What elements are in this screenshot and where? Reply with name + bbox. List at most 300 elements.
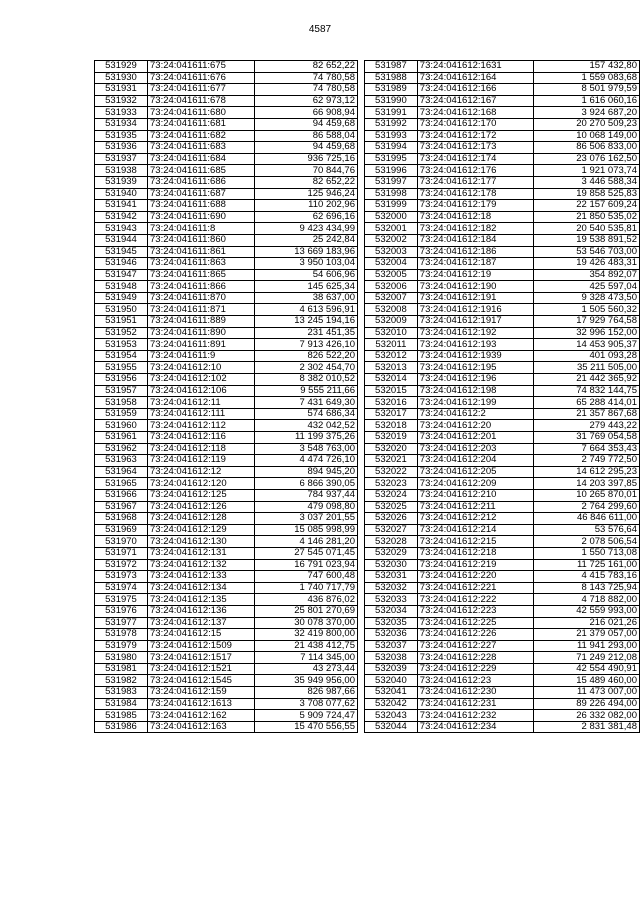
cadastral-value: 436 876,02 [255, 594, 358, 606]
cadastral-value: 14 612 295,23 [534, 466, 640, 478]
cadastral-number: 73:24:041612:12 [148, 466, 255, 478]
cadastral-value: 25 242,84 [255, 234, 358, 246]
cadastral-number: 73:24:041612:106 [148, 385, 255, 397]
cadastral-number: 73:24:041612:111 [148, 408, 255, 420]
cadastral-number: 73:24:041612:18 [417, 211, 534, 223]
cadastral-number: 73:24:041611:8 [148, 223, 255, 235]
table-row [365, 269, 640, 281]
row-number: 532002 [365, 234, 418, 246]
cadastral-value: 35 949 956,00 [255, 675, 358, 687]
cadastral-value: 74 832 144,75 [534, 385, 640, 397]
table-row [95, 640, 358, 652]
table-row [95, 165, 358, 177]
cadastral-number: 73:24:041612:119 [148, 455, 255, 467]
cadastral-number: 73:24:041612:230 [417, 687, 534, 699]
table-row [365, 466, 640, 478]
table-row [95, 84, 358, 96]
cadastral-number: 73:24:041612:134 [148, 582, 255, 594]
cadastral-value: 894 945,20 [255, 466, 358, 478]
row-number: 532015 [365, 385, 418, 397]
row-number: 531993 [365, 130, 418, 142]
cadastral-number: 73:24:041612:1521 [148, 663, 255, 675]
table-row [365, 663, 640, 675]
cadastral-number: 73:24:041612:173 [417, 142, 534, 154]
table-row [365, 165, 640, 177]
table-row [95, 223, 358, 235]
table-row [95, 188, 358, 200]
row-number: 531930 [95, 72, 148, 84]
cadastral-number: 73:24:041612:176 [417, 165, 534, 177]
row-number: 531962 [95, 443, 148, 455]
row-number: 531956 [95, 374, 148, 386]
cadastral-number: 73:24:041612:234 [417, 721, 534, 733]
cadastral-value: 86 588,04 [255, 130, 358, 142]
row-number: 532033 [365, 594, 418, 606]
cadastral-number: 73:24:041612:172 [417, 130, 534, 142]
row-number: 531999 [365, 200, 418, 212]
row-number: 532008 [365, 304, 418, 316]
row-number: 532023 [365, 478, 418, 490]
table-row [365, 443, 640, 455]
row-number: 531991 [365, 107, 418, 119]
table-row [95, 501, 358, 513]
cadastral-number: 73:24:041611:9 [148, 350, 255, 362]
cadastral-value: 82 652,22 [255, 61, 358, 73]
cadastral-value: 432 042,52 [255, 420, 358, 432]
cadastral-number: 73:24:041612:174 [417, 153, 534, 165]
cadastral-value: 4 718 882,00 [534, 594, 640, 606]
table-row [95, 489, 358, 501]
cadastral-value: 21 438 412,75 [255, 640, 358, 652]
row-number: 532012 [365, 350, 418, 362]
cadastral-number: 73:24:041612:126 [148, 501, 255, 513]
cadastral-number: 73:24:041612:221 [417, 582, 534, 594]
row-number: 532018 [365, 420, 418, 432]
row-number: 531948 [95, 281, 148, 293]
row-number: 531957 [95, 385, 148, 397]
row-number: 532001 [365, 223, 418, 235]
cadastral-value: 94 459,68 [255, 142, 358, 154]
row-number: 532024 [365, 489, 418, 501]
cadastral-number: 73:24:041612:191 [417, 292, 534, 304]
row-number: 532014 [365, 374, 418, 386]
row-number: 531992 [365, 118, 418, 130]
table-row [365, 408, 640, 420]
row-number: 531964 [95, 466, 148, 478]
row-number: 531997 [365, 176, 418, 188]
cadastral-value: 125 946,24 [255, 188, 358, 200]
cadastral-number: 73:24:041612:226 [417, 629, 534, 641]
cadastral-number: 73:24:041612:167 [417, 95, 534, 107]
cadastral-number: 73:24:041611:681 [148, 118, 255, 130]
cadastral-value: 784 937,44 [255, 489, 358, 501]
row-number: 531970 [95, 536, 148, 548]
cadastral-value: 216 021,26 [534, 617, 640, 629]
cadastral-value: 17 929 764,58 [534, 316, 640, 328]
cadastral-number: 73:24:041612:223 [417, 605, 534, 617]
row-number: 532043 [365, 710, 418, 722]
cadastral-value: 5 909 724,47 [255, 710, 358, 722]
cadastral-value: 46 846 611,00 [534, 513, 640, 525]
cadastral-value: 19 538 891,52 [534, 234, 640, 246]
row-number: 532038 [365, 652, 418, 664]
row-number: 531952 [95, 327, 148, 339]
cadastral-value: 31 769 054,58 [534, 432, 640, 444]
row-number: 531935 [95, 130, 148, 142]
row-number: 532041 [365, 687, 418, 699]
cadastral-value: 38 637,00 [255, 292, 358, 304]
table-row [95, 559, 358, 571]
table-row [365, 118, 640, 130]
cadastral-value: 574 686,34 [255, 408, 358, 420]
table-row [95, 130, 358, 142]
row-number: 532036 [365, 629, 418, 641]
row-number: 531954 [95, 350, 148, 362]
table-row [365, 327, 640, 339]
table-row [95, 281, 358, 293]
row-number: 531972 [95, 559, 148, 571]
cadastral-value: 66 908,94 [255, 107, 358, 119]
cadastral-number: 73:24:041611:675 [148, 61, 255, 73]
row-number: 532000 [365, 211, 418, 223]
row-number: 532022 [365, 466, 418, 478]
cadastral-value: 4 613 596,91 [255, 304, 358, 316]
table-row [365, 84, 640, 96]
row-number: 531989 [365, 84, 418, 96]
table-row [95, 721, 358, 733]
row-number: 532034 [365, 605, 418, 617]
cadastral-value: 15 085 998,99 [255, 524, 358, 536]
table-row [365, 524, 640, 536]
cadastral-number: 73:24:041612:205 [417, 466, 534, 478]
cadastral-value: 71 249 212,08 [534, 652, 640, 664]
table-row [365, 316, 640, 328]
cadastral-number: 73:24:041611:682 [148, 130, 255, 142]
row-number: 531944 [95, 234, 148, 246]
table-row [365, 675, 640, 687]
cadastral-number: 73:24:041612:214 [417, 524, 534, 536]
table-row [365, 142, 640, 154]
row-number: 531974 [95, 582, 148, 594]
cadastral-value: 20 540 535,81 [534, 223, 640, 235]
cadastral-value: 16 791 023,94 [255, 559, 358, 571]
cadastral-value: 279 443,22 [534, 420, 640, 432]
cadastral-number: 73:24:041612:218 [417, 547, 534, 559]
table-row [365, 698, 640, 710]
table-row [95, 200, 358, 212]
cadastral-value: 3 037 201,55 [255, 513, 358, 525]
cadastral-value: 94 459,68 [255, 118, 358, 130]
table-row [95, 258, 358, 270]
row-number: 531995 [365, 153, 418, 165]
table-row [365, 721, 640, 733]
cadastral-number: 73:24:041612:222 [417, 594, 534, 606]
row-number: 531975 [95, 594, 148, 606]
table-row [95, 350, 358, 362]
table-row [95, 292, 358, 304]
table-row [365, 420, 640, 432]
table-row [365, 385, 640, 397]
cadastral-value: 1 740 717,79 [255, 582, 358, 594]
cadastral-value: 42 554 490,91 [534, 663, 640, 675]
table-row [365, 432, 640, 444]
table-row [365, 130, 640, 142]
cadastral-number: 73:24:041612:186 [417, 246, 534, 258]
row-number: 531966 [95, 489, 148, 501]
cadastral-value: 401 093,28 [534, 350, 640, 362]
table-row [365, 153, 640, 165]
row-number: 531988 [365, 72, 418, 84]
cadastral-value: 10 265 870,01 [534, 489, 640, 501]
row-number: 532013 [365, 362, 418, 374]
cadastral-value: 145 625,34 [255, 281, 358, 293]
cadastral-value: 13 245 194,16 [255, 316, 358, 328]
row-number: 532040 [365, 675, 418, 687]
table-row [365, 397, 640, 409]
table-row [95, 327, 358, 339]
cadastral-number: 73:24:041612:179 [417, 200, 534, 212]
cadastral-value: 11 725 161,00 [534, 559, 640, 571]
table-row [95, 524, 358, 536]
cadastral-value: 22 157 609,24 [534, 200, 640, 212]
table-row [365, 501, 640, 513]
cadastral-value: 13 669 183,96 [255, 246, 358, 258]
table-row [95, 142, 358, 154]
cadastral-value: 26 332 082,00 [534, 710, 640, 722]
cadastral-number: 73:24:041612:232 [417, 710, 534, 722]
cadastral-value: 86 506 833,00 [534, 142, 640, 154]
table-row [365, 374, 640, 386]
table-row [95, 698, 358, 710]
cadastral-number: 73:24:041612:1545 [148, 675, 255, 687]
table-row [95, 153, 358, 165]
cadastral-number: 73:24:041612:225 [417, 617, 534, 629]
row-number: 532019 [365, 432, 418, 444]
row-number: 532016 [365, 397, 418, 409]
cadastral-value: 11 941 293,00 [534, 640, 640, 652]
row-number: 531982 [95, 675, 148, 687]
row-number: 531950 [95, 304, 148, 316]
row-number: 532020 [365, 443, 418, 455]
cadastral-number: 73:24:041612:227 [417, 640, 534, 652]
cadastral-number: 73:24:041612:162 [148, 710, 255, 722]
cadastral-number: 73:24:041612:163 [148, 721, 255, 733]
cadastral-number: 73:24:041612:201 [417, 432, 534, 444]
row-number: 531936 [95, 142, 148, 154]
row-number: 532025 [365, 501, 418, 513]
table-row [95, 397, 358, 409]
cadastral-value: 1 616 060,16 [534, 95, 640, 107]
cadastral-value: 19 426 483,31 [534, 258, 640, 270]
table-row [365, 200, 640, 212]
cadastral-number: 73:24:041612:220 [417, 571, 534, 583]
cadastral-value: 9 555 211,66 [255, 385, 358, 397]
table-row [95, 629, 358, 641]
cadastral-number: 73:24:041612:215 [417, 536, 534, 548]
row-number: 531960 [95, 420, 148, 432]
row-number: 532030 [365, 559, 418, 571]
row-number: 531967 [95, 501, 148, 513]
cadastral-number: 73:24:041612:11 [148, 397, 255, 409]
cadastral-value: 53 546 703,00 [534, 246, 640, 258]
row-number: 531943 [95, 223, 148, 235]
cadastral-number: 73:24:041611:680 [148, 107, 255, 119]
cadastral-number: 73:24:041612:196 [417, 374, 534, 386]
row-number: 531959 [95, 408, 148, 420]
row-number: 532037 [365, 640, 418, 652]
cadastral-value: 1 921 073,74 [534, 165, 640, 177]
table-row [365, 536, 640, 548]
row-number: 532029 [365, 547, 418, 559]
cadastral-value: 42 559 993,00 [534, 605, 640, 617]
cadastral-value: 2 302 454,70 [255, 362, 358, 374]
table-row [365, 605, 640, 617]
row-number: 532039 [365, 663, 418, 675]
cadastral-number: 73:24:041612:1613 [148, 698, 255, 710]
cadastral-value: 21 850 535,02 [534, 211, 640, 223]
table-row [365, 211, 640, 223]
table-row [95, 617, 358, 629]
table-row [95, 316, 358, 328]
cadastral-number: 73:24:041612:229 [417, 663, 534, 675]
cadastral-number: 73:24:041612:187 [417, 258, 534, 270]
cadastral-value: 32 419 800,00 [255, 629, 358, 641]
table-row [365, 547, 640, 559]
cadastral-number: 73:24:041612:198 [417, 385, 534, 397]
cadastral-number: 73:24:041612:199 [417, 397, 534, 409]
row-number: 531947 [95, 269, 148, 281]
cadastral-number: 73:24:041611:690 [148, 211, 255, 223]
cadastral-value: 1 559 083,68 [534, 72, 640, 84]
cadastral-number: 73:24:041612:23 [417, 675, 534, 687]
row-number: 532021 [365, 455, 418, 467]
table-row [365, 107, 640, 119]
cadastral-number: 73:24:041612:137 [148, 617, 255, 629]
row-number: 532009 [365, 316, 418, 328]
cadastral-number: 73:24:041612:177 [417, 176, 534, 188]
cadastral-value: 9 423 434,99 [255, 223, 358, 235]
cadastral-value: 82 652,22 [255, 176, 358, 188]
row-number: 531978 [95, 629, 148, 641]
table-row [95, 362, 358, 374]
row-number: 531946 [95, 258, 148, 270]
cadastral-value: 3 548 763,00 [255, 443, 358, 455]
cadastral-number: 73:24:041612:192 [417, 327, 534, 339]
cadastral-value: 21 379 057,00 [534, 629, 640, 641]
row-number: 532004 [365, 258, 418, 270]
table-row [95, 61, 358, 73]
cadastral-number: 73:24:041612:1939 [417, 350, 534, 362]
row-number: 532035 [365, 617, 418, 629]
row-number: 532011 [365, 339, 418, 351]
cadastral-number: 73:24:041611:860 [148, 234, 255, 246]
row-number: 532006 [365, 281, 418, 293]
cadastral-value: 3 446 588,34 [534, 176, 640, 188]
table-row [95, 408, 358, 420]
cadastral-number: 73:24:041612:131 [148, 547, 255, 559]
row-number: 531983 [95, 687, 148, 699]
cadastral-value: 354 892,07 [534, 269, 640, 281]
table-row [365, 188, 640, 200]
row-number: 531961 [95, 432, 148, 444]
cadastral-value: 25 801 270,69 [255, 605, 358, 617]
cadastral-number: 73:24:041611:678 [148, 95, 255, 107]
cadastral-number: 73:24:041612:125 [148, 489, 255, 501]
table-row [95, 547, 358, 559]
cadastral-value: 8 143 725,94 [534, 582, 640, 594]
row-number: 531998 [365, 188, 418, 200]
table-row [95, 513, 358, 525]
table-row [95, 385, 358, 397]
table-row [95, 211, 358, 223]
cadastral-number: 73:24:041611:683 [148, 142, 255, 154]
table-row [95, 234, 358, 246]
table-row [95, 176, 358, 188]
table-row [365, 652, 640, 664]
table-row [365, 223, 640, 235]
cadastral-value: 23 076 162,50 [534, 153, 640, 165]
table-row [95, 304, 358, 316]
row-number: 531987 [365, 61, 418, 73]
table-row [95, 455, 358, 467]
cadastral-number: 73:24:041611:871 [148, 304, 255, 316]
row-number: 532042 [365, 698, 418, 710]
cadastral-value: 43 273,44 [255, 663, 358, 675]
cadastral-number: 73:24:041612:132 [148, 559, 255, 571]
row-number: 531955 [95, 362, 148, 374]
cadastral-value: 9 328 473,50 [534, 292, 640, 304]
cadastral-number: 73:24:041611:686 [148, 176, 255, 188]
cadastral-value: 35 211 505,00 [534, 362, 640, 374]
cadastral-number: 73:24:041612:19 [417, 269, 534, 281]
cadastral-value: 74 780,58 [255, 84, 358, 96]
cadastral-value: 425 597,04 [534, 281, 640, 293]
row-number: 531965 [95, 478, 148, 490]
table-row [95, 420, 358, 432]
table-row [365, 571, 640, 583]
cadastral-number: 73:24:041612:190 [417, 281, 534, 293]
row-number: 532010 [365, 327, 418, 339]
table-row [365, 489, 640, 501]
row-number: 531958 [95, 397, 148, 409]
cadastral-value: 11 473 007,00 [534, 687, 640, 699]
cadastral-value: 7 664 353,43 [534, 443, 640, 455]
cadastral-number: 73:24:041611:863 [148, 258, 255, 270]
cadastral-number: 73:24:041611:870 [148, 292, 255, 304]
table-row [365, 234, 640, 246]
cadastral-value: 54 606,96 [255, 269, 358, 281]
table-row [95, 72, 358, 84]
cadastral-number: 73:24:041612:130 [148, 536, 255, 548]
cadastral-number: 73:24:041611:890 [148, 327, 255, 339]
table-row [95, 571, 358, 583]
row-number: 532005 [365, 269, 418, 281]
cadastral-value: 1 550 713,08 [534, 547, 640, 559]
cadastral-number: 73:24:041612:10 [148, 362, 255, 374]
cadastral-number: 73:24:041612:170 [417, 118, 534, 130]
cadastral-number: 73:24:041612:184 [417, 234, 534, 246]
row-number: 531931 [95, 84, 148, 96]
row-number: 532017 [365, 408, 418, 420]
cadastral-value: 21 357 867,68 [534, 408, 640, 420]
row-number: 531951 [95, 316, 148, 328]
cadastral-value: 62 696,16 [255, 211, 358, 223]
cadastral-table-left [94, 60, 358, 733]
cadastral-value: 15 489 460,00 [534, 675, 640, 687]
table-row [365, 95, 640, 107]
table-row [95, 663, 358, 675]
cadastral-number: 73:24:041611:685 [148, 165, 255, 177]
